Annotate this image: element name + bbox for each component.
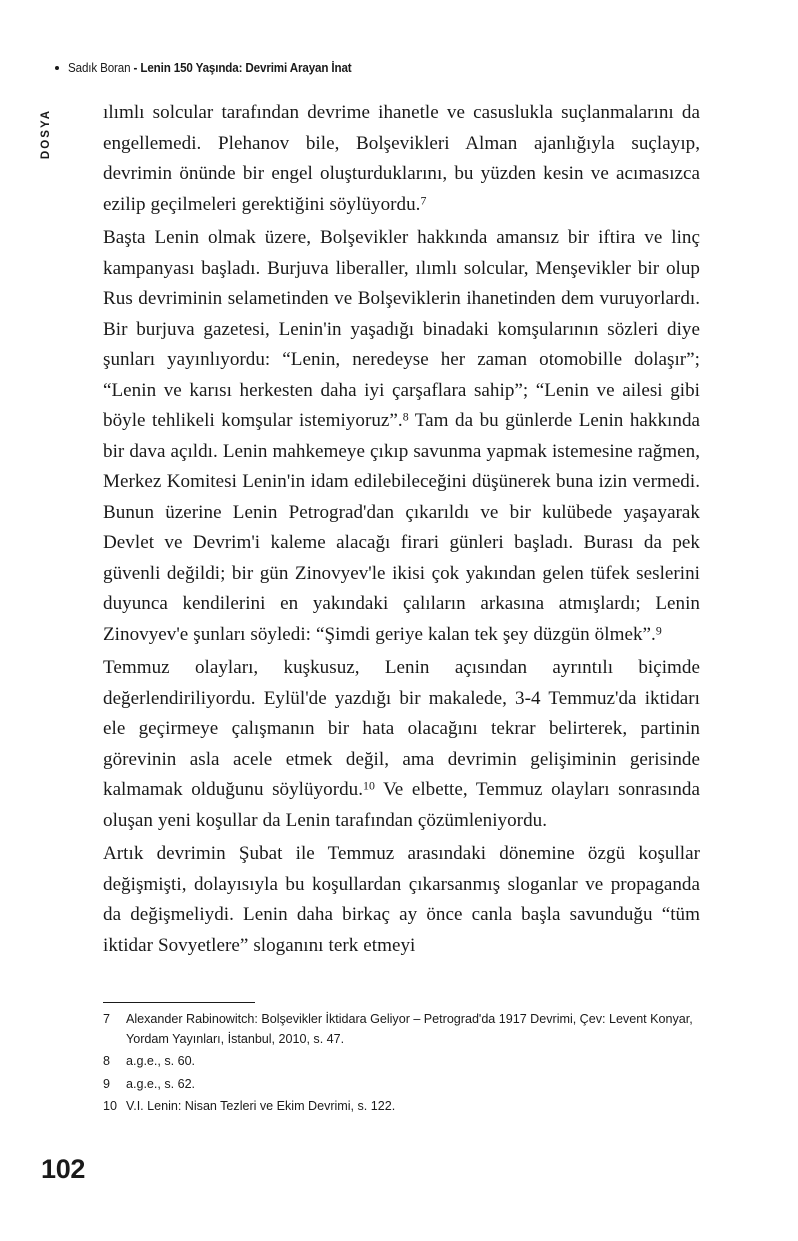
running-header <box>55 61 373 75</box>
page-number: 102 <box>41 1154 86 1184</box>
section-tab <box>34 96 58 172</box>
footnote-number: 10 <box>103 1099 117 1114</box>
running-header-author: Sadık Boran <box>68 61 131 75</box>
body-paragraph-1 <box>103 98 700 220</box>
footnote-item <box>103 1097 700 1117</box>
footnote-number: 7 <box>103 1012 110 1027</box>
footnote-number: 9 <box>103 1076 110 1091</box>
running-header-text <box>68 61 352 75</box>
bullet-dot-icon <box>55 66 59 70</box>
body-paragraph-4-text: Temmuz olayları, kuşkusuz, Lenin açısından ayrıntılı biçimde değerlendiriliyordu. Eylül'de yazdığı bir makalede, 3-4 Temmuz'da iktidarı ele geçirmeye çalışmanın bir hata olacağını tekrar belirterek, partinin görevinin asla acele etmek değil, ama devrimin gelişiminin gerisinde kalmamak olduğunu söylüyordu. <box>103 657 700 800</box>
body-paragraph-3-text: Tam da bu günlerde Lenin hakkında bir dava açıldı. Lenin mahkemeye çıkıp savunma yapmak istemesine rağmen, Merkez Komitesi Lenin'in idam edilebileceğini düşünerek buna izin vermedi. Bunun üzerine Lenin Petrograd'dan çıkarıldı ve bir kulübede yaşayarak Devlet ve Devrim'i kaleme alacağı firari günleri başladı. Burası da pek güvenli değildi; bir gün Zinovyev'le ikisi çok yakından gelen tüfek seslerini duyunca kendilerini en yakındaki çalıların arkasına atmışlardı; Lenin Zinovyev'e şunları söyledi: “Şimdi geriye kalan tek şey düzgün ölmek”. <box>103 410 701 645</box>
body-paragraph-1-text: ılımlı solcular tarafından devrime ihanetle ve casuslukla suçlanmalarını da engellemedi. Plehanov bile, Bolşevikleri Alman ajanlığıyla suçlayıp, devrimin önünde bir engel oluşturduklarını, bu yüzden kesin ve acımasızca ezilip geçilmeleri gerektiğini söylüyordu. <box>103 102 700 215</box>
footnote-item <box>103 1052 700 1072</box>
running-header-title: Lenin 150 Yaşında: Devrimi Arayan İnat <box>140 61 352 75</box>
footnotes-section <box>103 1002 700 1120</box>
footnote-item <box>103 1010 700 1049</box>
footnote-marker-9[interactable]: 9 <box>655 623 662 638</box>
body-paragraph-4: Artık devrimin Şubat ile Temmuz arasındaki dönemine özgü koşullar değişmişti, dolayısıyla bu koşullardan çıkarsanmış sloganlar ve propaganda da değişmeliydi. Lenin daha birkaç ay önce canla başla savunduğu “tüm iktidar Sovyetlere” sloganını terk etmeyi <box>103 843 700 956</box>
body-paragraph-3 <box>103 653 700 836</box>
footnote-separator-rule <box>103 1002 255 1003</box>
footnote-number: 8 <box>103 1054 110 1069</box>
footnote-marker-7[interactable]: 7 <box>420 193 427 208</box>
footnote-marker-8[interactable]: 8 <box>402 409 409 424</box>
section-tab-label: DOSYA <box>40 108 52 160</box>
footnote-marker-10[interactable]: 10 <box>363 778 375 793</box>
body-paragraph-2 <box>103 223 700 650</box>
footnote-text: a.g.e., s. 62. <box>126 1076 196 1091</box>
running-header-separator: - <box>130 61 141 75</box>
body-paragraph-2-text: Başta Lenin olmak üzere, Bolşevikler hakkında amansız bir iftira ve linç kampanyası başladı. Burjuva liberaller, ılımlı solcular, Menşevikler bir olup Rus devriminin selametinden ve Bolşeviklerin ihanetinden dem vuruyorlardı. Bir burjuva gazetesi, Lenin'in yaşadığı binadaki komşularının sözleri diye şunları yayınlıyordu: “Lenin, neredeyse her zaman otomobille dolaşır”; “Lenin ve karısı herkesten daha iyi çarşaflara sahip”; “Lenin ve ailesi gibi böyle tehlikeli komşular istemiyoruz”. <box>103 227 700 431</box>
body-text-column <box>103 98 700 964</box>
footnote-text: Alexander Rabinowitch: Bolşevikler İktidara Geliyor – Petrograd'da 1917 Devrimi, Çev: Levent Konyar, Yordam Yayınları, İstanbul, 2010, s. 47. <box>126 1012 693 1046</box>
body-paragraph-5-text: Ve elbette, Temmuz olayları sonrasında oluşan yeni koşullar da Lenin tarafından çözümleniyordu. <box>103 779 700 831</box>
footnote-text: V.I. Lenin: Nisan Tezleri ve Ekim Devrimi, s. 122. <box>126 1099 396 1114</box>
footnote-item <box>103 1075 700 1095</box>
footnote-text: a.g.e., s. 60. <box>126 1054 196 1069</box>
